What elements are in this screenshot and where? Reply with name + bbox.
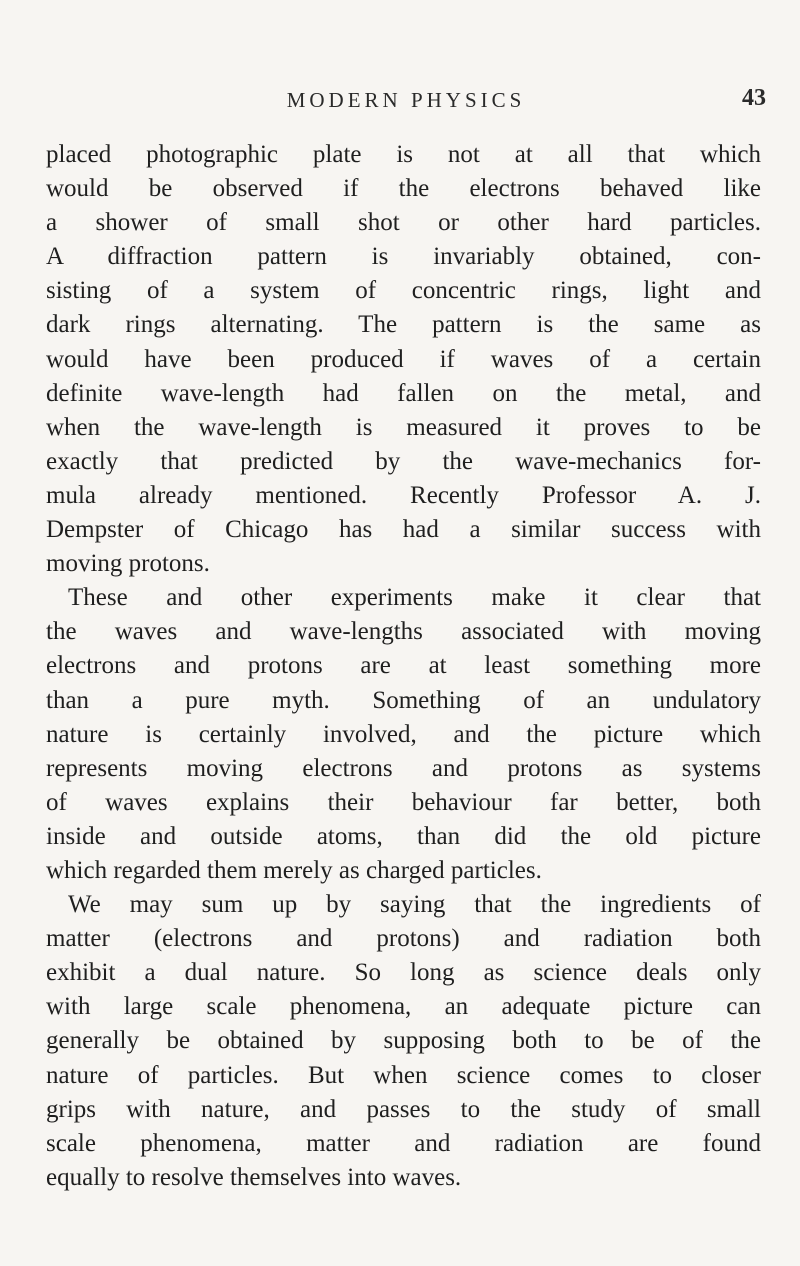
text-line: generally be obtained by supposing both to be of the	[46, 1027, 761, 1055]
text-line: equally to resolve themselves into waves.	[46, 1163, 462, 1191]
page-number: 43	[742, 85, 766, 111]
text-line: matter (electrons and protons) and radiation both	[46, 925, 761, 953]
text-line: would be observed if the electrons behaved like	[46, 175, 761, 203]
text-line: dark rings alternating. The pattern is the same as	[46, 311, 761, 339]
text-line: of waves explains their behaviour far better, both	[46, 788, 761, 816]
text-line: We may sum up by saying that the ingredients of	[68, 891, 761, 919]
text-line: electrons and protons are at least something more	[46, 652, 761, 680]
text-line: grips with nature, and passes to the study of small	[46, 1095, 761, 1123]
text-line: when the wave-length is measured it proves to be	[46, 413, 761, 441]
text-line: placed photographic plate is not at all that which	[46, 141, 761, 168]
text-line: nature is certainly involved, and the picture which	[46, 720, 761, 748]
text-line: sisting of a system of concentric rings, light and	[46, 277, 761, 305]
text-line: exhibit a dual nature. So long as science deals only	[46, 959, 761, 987]
text-line: mula already mentioned. Recently Professor A. J.	[46, 481, 761, 509]
text-line: inside and outside atoms, than did the old picture	[46, 822, 761, 850]
text-line: which regarded them merely as charged particles.	[46, 856, 542, 884]
text-line: than a pure myth. Something of an undulatory	[46, 686, 761, 714]
text-line: with large scale phenomena, an adequate picture can	[46, 993, 761, 1021]
running-title: MODERN PHYSICS	[286, 88, 526, 112]
text-line: the waves and wave-lengths associated with moving	[46, 618, 761, 646]
text-line: exactly that predicted by the wave-mechanics for-	[46, 447, 761, 475]
text-line: These and other experiments make it clear that	[68, 584, 761, 612]
text-line: Dempster of Chicago has had a similar success with	[46, 516, 761, 544]
body-text	[46, 138, 761, 1195]
text-line: moving protons.	[46, 550, 210, 578]
text-line: definite wave-length had fallen on the metal, and	[46, 379, 761, 407]
text-line: A diffraction pattern is invariably obtained, con-	[46, 243, 761, 271]
text-line: nature of particles. But when science comes to closer	[46, 1061, 761, 1089]
running-head	[46, 85, 766, 118]
text-line: represents moving electrons and protons as systems	[46, 754, 761, 782]
text-line: a shower of small shot or other hard particles.	[46, 209, 761, 237]
text-line: would have been produced if waves of a certain	[46, 345, 761, 373]
text-line: scale phenomena, matter and radiation are found	[46, 1129, 761, 1157]
